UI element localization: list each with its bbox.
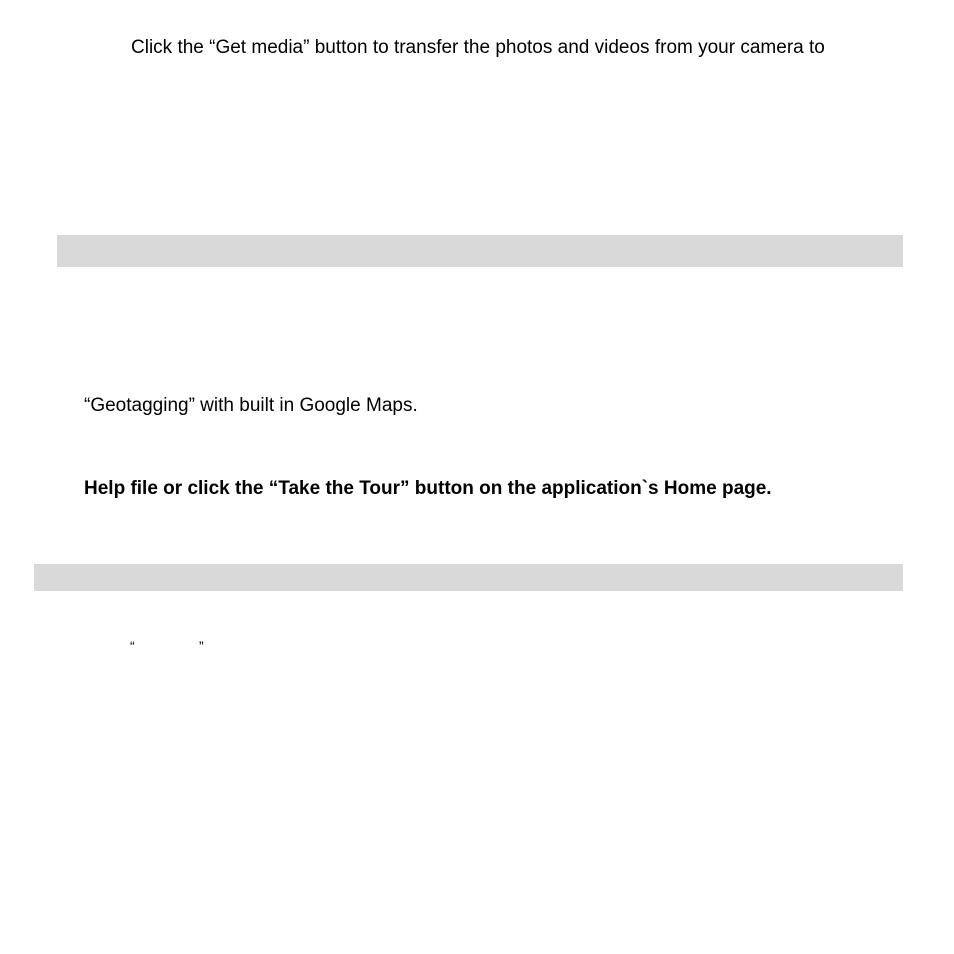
geotagging-line: “Geotagging” with built in Google Maps. (84, 395, 418, 416)
help-tour-line: Help file or click the “Take the Tour” button on the application`s Home page. (84, 478, 772, 499)
instruction-get-media-line: Click the “Get media” button to transfer the photos and videos from your camera to (131, 37, 825, 58)
section-header-band-2 (34, 564, 903, 591)
section-header-band-1 (57, 235, 903, 267)
close-quote-mark: ” (199, 638, 204, 654)
open-quote-mark: “ (130, 638, 135, 654)
